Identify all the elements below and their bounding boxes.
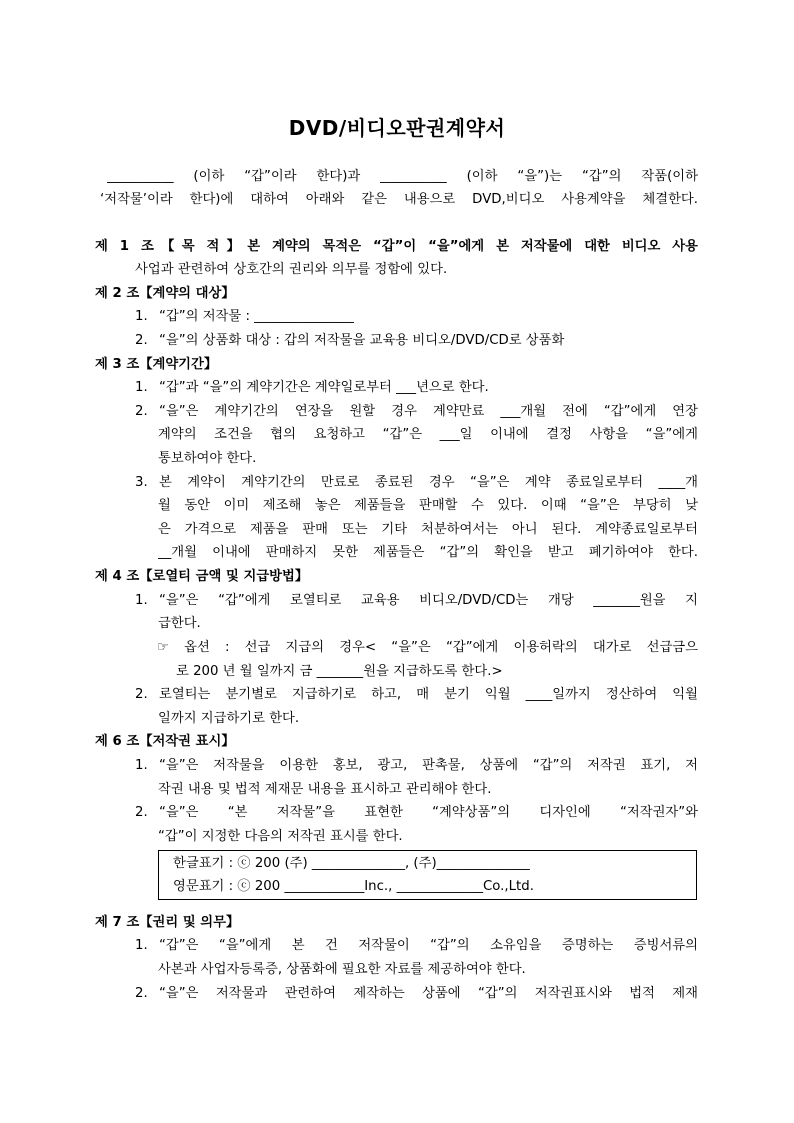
article-6-item-2-cont: “갑”이 지정한 다음의 저작권 표시를 한다.	[158, 829, 403, 844]
article-4-item-1: 1. “을”은 “갑”에게 로열티로 교육용 비디오/DVD/CD는 개당 _______원을 지	[135, 593, 698, 608]
article-3-item-2: 2. “을”은 계약기간의 연장을 원할 경우 계약만료 ___개월 전에 “갑”에게 연장	[135, 404, 698, 419]
article-2-item-1: 1. “갑”의 저작물 : _______________	[135, 309, 354, 324]
article-1-heading: 제 1 조【목 적】본 계약의 목적은 “갑”이 “을”에게 본 저작물에 대한 비디오 사용	[95, 239, 698, 254]
article-2-item-2: 2. “을”의 상품화 대상 : 갑의 저작물을 교육용 비디오/DVD/CD로 상품화	[135, 333, 565, 348]
article-4-item-1-cont: 급한다.	[158, 616, 201, 631]
article-4-item-2-cont: 일까지 지급하기로 한다.	[158, 711, 300, 726]
article-7-item-1: 1. “갑”은 “을”에게 본 건 저작물이 “갑”의 소유임을 증명하는 증빙서류의	[135, 938, 698, 953]
article-4-option: ☞ 옵션 : 선급 지급의 경우< “을”은 “갑”에게 이용허락의 대가로 선급금으	[157, 640, 698, 655]
page-title: DVD/비디오판권계약서	[288, 116, 506, 140]
copyright-notice-box	[158, 850, 697, 900]
article-3-item-2-cont: 통보하여야 한다.	[158, 451, 257, 466]
intro-line-2: ‘저작물’이라 한다)에 대하여 아래와 같은 내용으로 DVD,비디오 사용계약을 체결한다.	[100, 192, 698, 207]
article-7-item-2: 2. “을”은 저작물과 관련하여 제작하는 상품에 “갑”의 저작권표시와 법적 제재	[135, 986, 698, 1001]
article-3-item-3-cont: 월 동안 이미 제조해 놓은 제품들을 판매할 수 있다. 이때 “을”은 부당히 낮	[158, 498, 698, 513]
article-3-item-3-cont: 은 가격으로 제품을 판매 또는 기타 처분하여서는 아니 된다. 계약종료일로부터	[158, 522, 698, 537]
article-7-heading: 제 7 조【권리 및 의무】	[95, 915, 240, 930]
article-4-option-cont: 로 200 년 월 일까지 금 _______원을 지급하도록 한다.>	[176, 664, 503, 679]
article-3-item-3: 3. 본 계약이 계약기간의 만료로 종료된 경우 “을”은 계약 종료일로부터 ____개	[135, 475, 698, 490]
article-6-heading: 제 6 조【저작권 표시】	[95, 734, 235, 749]
article-7-item-1-cont: 사본과 사업자등록증, 상품화에 필요한 자료를 제공하여야 한다.	[158, 962, 526, 977]
copyright-english: 영문표기 : ⓒ 200 ____________Inc., _____________Co.,Ltd.	[173, 879, 534, 894]
copyright-korean: 한글표기 : ⓒ 200 (주) ______________, (주)______________	[173, 856, 530, 871]
article-4-heading: 제 4 조【로열티 금액 및 지급방법】	[95, 569, 309, 584]
article-2-heading: 제 2 조【계약의 대상】	[95, 286, 235, 301]
intro-line-1: __________ (이하 “갑”이라 한다)과 __________ (이하 “을”)는 “갑”의 작품(이하	[107, 169, 698, 184]
article-6-item-1: 1. “을”은 저작물을 이용한 홍보, 광고, 판촉물, 상품에 “갑”의 저작권 표기, 저	[135, 758, 698, 773]
article-3-item-2-cont: 계약의 조건을 협의 요청하고 “갑”은 ___일 이내에 결정 사항을 “을”에게	[158, 427, 698, 442]
article-3-item-1: 1. “갑”과 “을”의 계약기간은 계약일로부터 ___년으로 한다.	[135, 380, 489, 395]
article-1-text: 사업과 관련하여 상호간의 권리와 의무를 정함에 있다.	[135, 262, 448, 277]
article-6-item-2: 2. “을”은 “본 저작물”을 표현한 “계약상품”의 디자인에 “저작권자”와	[135, 805, 698, 820]
article-6-item-1-cont: 작권 내용 및 법적 제재문 내용을 표시하고 관리해야 한다.	[158, 782, 492, 797]
article-4-item-2: 2. 로열티는 분기별로 지급하기로 하고, 매 분기 익월 ____일까지 정산하여 익월	[135, 687, 698, 702]
article-3-heading: 제 3 조【계약기간】	[95, 357, 218, 372]
article-3-item-3-cont: __개월 이내에 판매하지 못한 제품들은 “갑”의 확인을 받고 폐기하여야 한다.	[158, 545, 698, 560]
